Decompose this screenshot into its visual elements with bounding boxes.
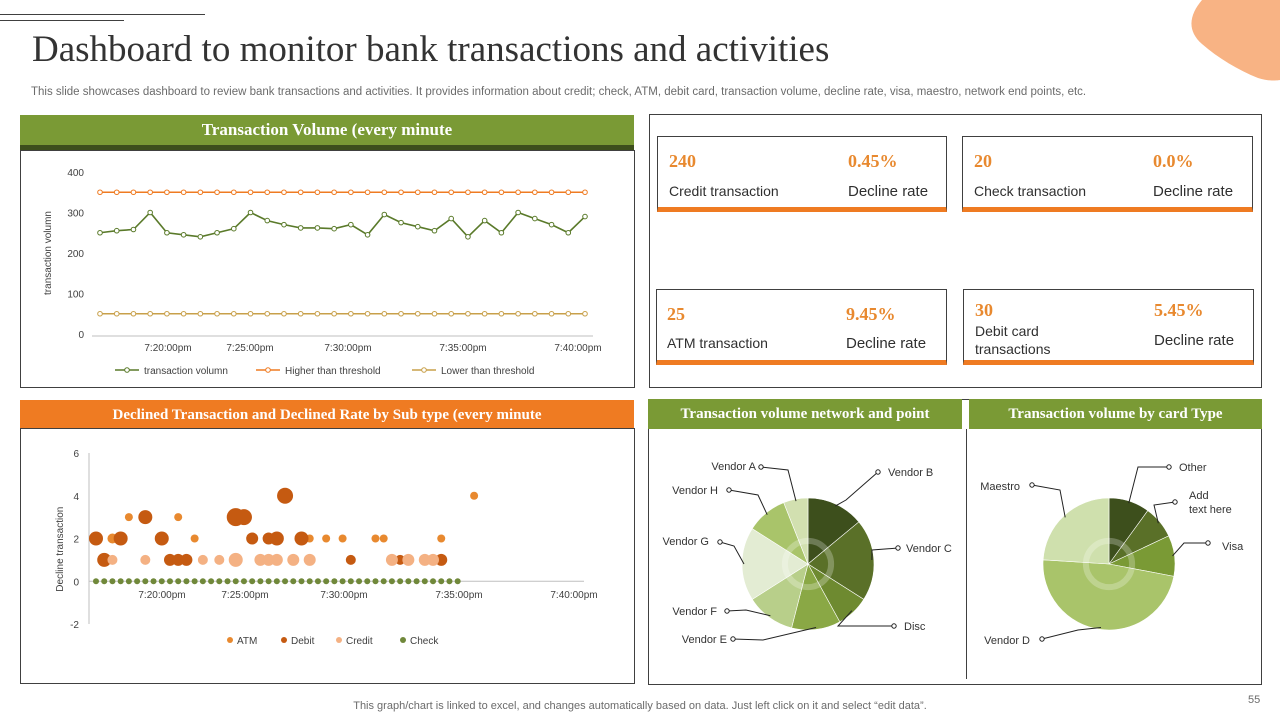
x-tick-label: 7:35:00pm: [435, 590, 483, 601]
leader-dot: [718, 540, 722, 544]
slice-label: Visa: [1222, 541, 1244, 553]
data-point: [415, 224, 420, 229]
decorative-line: [0, 20, 124, 21]
bubble-point: [414, 578, 420, 584]
x-tick-label: 7:35:00pm: [439, 343, 487, 354]
declined-panel-header: Declined Transaction and Declined Rate by Sub type (every minute: [20, 400, 634, 430]
bubble-point: [134, 578, 140, 584]
data-point: [248, 190, 253, 195]
slice-label: Add: [1189, 490, 1209, 502]
slice-label: Vendor C: [906, 543, 952, 555]
legend-label: Check: [410, 636, 439, 647]
legend-label: transaction volumn: [144, 366, 228, 377]
bubble-point: [216, 578, 222, 584]
bubble-point: [389, 578, 395, 584]
bubble-point: [271, 554, 283, 566]
bubble-point: [126, 578, 132, 584]
x-tick-label: 7:20:00pm: [138, 590, 186, 601]
bubble-point: [277, 488, 293, 504]
bubble-point: [183, 578, 189, 584]
leader-dot: [1040, 637, 1044, 641]
volume-line-chart: [20, 150, 635, 388]
bubble-point: [339, 535, 347, 543]
kpi-card-credit: [657, 136, 947, 212]
series-line: [100, 213, 585, 237]
bubble-point: [249, 578, 255, 584]
data-point: [499, 311, 504, 316]
bubble-point: [307, 578, 313, 584]
legend-marker: [281, 637, 287, 643]
bubble-point: [233, 578, 239, 584]
y-tick-label: 400: [67, 168, 84, 179]
data-point: [415, 311, 420, 316]
data-point: [315, 226, 320, 231]
data-point: [533, 216, 538, 221]
kpi-rate-label: Decline rate: [846, 335, 927, 352]
x-tick-label: 7:30:00pm: [320, 590, 368, 601]
bubble-point: [437, 535, 445, 543]
legend-marker: [227, 637, 233, 643]
bubble-point: [430, 578, 436, 584]
data-point: [399, 190, 404, 195]
y-tick-label: -2: [70, 620, 79, 631]
legend-marker: [266, 368, 271, 373]
data-point: [114, 228, 119, 233]
bubble-point: [246, 533, 258, 545]
bubble-point: [175, 578, 181, 584]
leader-line: [761, 467, 796, 501]
pie-divider: [966, 429, 967, 679]
bubble-point: [323, 578, 329, 584]
bubble-point: [125, 513, 133, 521]
bubble-point: [140, 555, 150, 565]
data-point: [231, 311, 236, 316]
data-point: [466, 235, 471, 240]
bubble-point: [304, 554, 316, 566]
bubble-point: [287, 554, 299, 566]
data-point: [549, 311, 554, 316]
bubble-point: [386, 554, 398, 566]
data-point: [349, 190, 354, 195]
data-point: [499, 190, 504, 195]
leader-line: [835, 472, 878, 506]
leader-line: [1042, 627, 1101, 639]
x-tick-label: 7:20:00pm: [144, 343, 192, 354]
data-point: [533, 311, 538, 316]
data-point: [365, 232, 370, 237]
slice-label: Maestro: [980, 481, 1020, 493]
legend-label: Debit: [291, 636, 315, 647]
kpi-rate: 9.45%: [846, 304, 896, 324]
data-point: [148, 210, 153, 215]
data-point: [332, 226, 337, 231]
bubble-point: [322, 535, 330, 543]
kpi-rate: 0.45%: [848, 151, 898, 171]
bubble-point: [151, 578, 157, 584]
data-point: [583, 214, 588, 219]
slice-label: text here: [1189, 504, 1232, 516]
data-point: [248, 311, 253, 316]
leader-dot: [1206, 541, 1210, 545]
bubble-point: [397, 578, 403, 584]
bubble-point: [295, 532, 309, 546]
data-point: [583, 190, 588, 195]
data-point: [482, 311, 487, 316]
bubble-point: [114, 532, 128, 546]
data-point: [382, 311, 387, 316]
slice-label: Vendor E: [681, 634, 727, 646]
data-point: [382, 212, 387, 217]
bubble-point: [299, 578, 305, 584]
y-axis-label: transaction volumn: [43, 211, 54, 295]
kpi-rate-label: Decline rate: [1153, 183, 1234, 200]
bubble-point: [198, 555, 208, 565]
bubble-point: [159, 578, 165, 584]
data-point: [98, 230, 103, 235]
bubble-point: [174, 513, 182, 521]
data-point: [399, 220, 404, 225]
kpi-value: 20: [974, 151, 992, 171]
legend-marker: [336, 637, 342, 643]
kpi-rate: 0.0%: [1153, 151, 1194, 171]
bubble-point: [236, 509, 252, 525]
bubble-point: [427, 554, 439, 566]
bubble-point: [266, 578, 272, 584]
data-point: [332, 190, 337, 195]
bubble-point: [93, 578, 99, 584]
bubble-point: [446, 578, 452, 584]
bubble-point: [101, 578, 107, 584]
bubble-point: [455, 578, 461, 584]
bubble-point: [364, 578, 370, 584]
network-panel-header: Transaction volume network and point: [648, 399, 962, 429]
data-point: [399, 311, 404, 316]
leader-dot: [1030, 483, 1034, 487]
data-point: [215, 311, 220, 316]
data-point: [198, 311, 203, 316]
legend-label: Lower than threshold: [441, 366, 535, 377]
data-point: [265, 190, 270, 195]
leader-line: [1129, 467, 1169, 503]
kpi-rate-label: Decline rate: [1154, 332, 1235, 349]
data-point: [382, 190, 387, 195]
bubble-point: [340, 578, 346, 584]
data-point: [131, 227, 136, 232]
leader-dot: [759, 465, 763, 469]
kpi-card-debit: [963, 289, 1254, 365]
kpi-label: Debit card transactions: [975, 323, 1051, 357]
bubble-point: [346, 555, 356, 565]
kpi-label: Check transaction: [974, 183, 1087, 199]
decorative-line: [0, 14, 205, 15]
y-tick-label: 100: [67, 289, 84, 301]
bubble-point: [180, 554, 192, 566]
data-point: [432, 190, 437, 195]
data-point: [215, 230, 220, 235]
data-point: [482, 218, 487, 223]
data-point: [231, 190, 236, 195]
leader-line: [720, 542, 744, 564]
data-point: [148, 190, 153, 195]
bubble-point: [331, 578, 337, 584]
kpi-card-atm: [656, 289, 947, 365]
bubble-point: [167, 578, 173, 584]
data-point: [114, 311, 119, 316]
legend-label: Higher than threshold: [285, 366, 381, 377]
leader-dot: [896, 546, 900, 550]
bubble-point: [200, 578, 206, 584]
y-tick-label: 2: [73, 534, 79, 546]
leader-line: [872, 548, 898, 560]
slice-label: Vendor F: [672, 606, 717, 618]
decorative-blob: [1180, 0, 1280, 84]
y-tick-label: 0: [78, 330, 84, 341]
legend-label: ATM: [237, 636, 258, 647]
bubble-point: [118, 578, 124, 584]
data-point: [231, 226, 236, 231]
data-point: [432, 311, 437, 316]
kpi-value: 25: [667, 304, 685, 324]
legend-marker: [400, 637, 406, 643]
kpi-rate-label: Decline rate: [848, 183, 929, 200]
declined-bubble-chart: [20, 428, 635, 684]
data-point: [165, 230, 170, 235]
data-point: [583, 311, 588, 316]
bubble-point: [290, 578, 296, 584]
data-point: [265, 218, 270, 223]
bubble-point: [380, 535, 388, 543]
bubble-point: [381, 578, 387, 584]
slice-label: Vendor B: [888, 467, 934, 479]
bubble-point: [422, 578, 428, 584]
leader-line: [729, 490, 767, 515]
y-tick-label: 4: [73, 491, 79, 503]
y-tick-label: 6: [73, 449, 79, 460]
bubble-point: [192, 578, 198, 584]
leader-line: [1032, 485, 1065, 517]
bubble-point: [109, 578, 115, 584]
y-axis-label: Decline transaction: [55, 506, 66, 592]
bubble-point: [138, 510, 152, 524]
data-point: [533, 190, 538, 195]
bubble-point: [241, 578, 247, 584]
bubble-point: [142, 578, 148, 584]
x-tick-label: 7:25:00pm: [221, 590, 269, 601]
data-point: [566, 311, 571, 316]
legend-marker: [125, 368, 130, 373]
page-subtitle: This slide showcases dashboard to review bank transactions and activities. It provides information about credit; check, ATM, debit card, transaction volume, decline rate, visa, maestro, network end points, etc.: [31, 86, 1087, 98]
slice-label: Vendor G: [662, 536, 709, 548]
data-point: [298, 311, 303, 316]
leader-dot: [725, 609, 729, 613]
slice-label: Vendor D: [984, 635, 1030, 647]
data-point: [298, 226, 303, 231]
legend-label: Credit: [346, 636, 373, 647]
bubble-point: [229, 553, 243, 567]
bubble-point: [191, 535, 199, 543]
x-tick-label: 7:25:00pm: [226, 343, 274, 354]
data-point: [181, 190, 186, 195]
slice-label: Vendor A: [711, 461, 756, 473]
bubble-point: [438, 578, 444, 584]
bubble-point: [348, 578, 354, 584]
x-tick-label: 7:40:00pm: [550, 590, 598, 601]
pie-slice: [1043, 498, 1109, 564]
data-point: [265, 311, 270, 316]
card-type-panel-header: Transaction volume by card Type: [969, 399, 1262, 429]
data-point: [349, 222, 354, 227]
leader-dot: [1173, 500, 1177, 504]
data-point: [466, 311, 471, 316]
bubble-point: [270, 532, 284, 546]
data-point: [114, 190, 119, 195]
leader-dot: [1167, 465, 1171, 469]
bubble-point: [405, 578, 411, 584]
bubble-point: [107, 555, 117, 565]
data-point: [499, 230, 504, 235]
leader-dot: [892, 624, 896, 628]
data-point: [165, 311, 170, 316]
leader-dot: [727, 488, 731, 492]
y-tick-label: 300: [67, 208, 84, 220]
data-point: [215, 190, 220, 195]
data-point: [315, 311, 320, 316]
data-point: [131, 190, 136, 195]
page-title: Dashboard to monitor bank transactions and activities: [32, 29, 830, 70]
data-point: [466, 190, 471, 195]
data-point: [549, 222, 554, 227]
data-point: [248, 210, 253, 215]
data-point: [98, 190, 103, 195]
slice-label: Other: [1179, 462, 1207, 474]
volume-panel-header: Transaction Volume (every minute: [20, 115, 634, 145]
data-point: [98, 311, 103, 316]
data-point: [282, 190, 287, 195]
bubble-point: [225, 578, 231, 584]
bubble-point: [402, 554, 414, 566]
kpi-label: ATM transaction: [667, 335, 768, 351]
bubble-point: [356, 578, 362, 584]
kpi-rate: 5.45%: [1154, 300, 1204, 320]
data-point: [449, 216, 454, 221]
y-tick-label: 0: [73, 577, 79, 589]
data-point: [516, 210, 521, 215]
data-point: [298, 190, 303, 195]
leader-dot: [731, 637, 735, 641]
data-point: [566, 190, 571, 195]
bubble-point: [470, 492, 478, 500]
data-point: [365, 311, 370, 316]
footnote: This graph/chart is linked to excel, and changes automatically based on data. Just left click on it and select “edit data”.: [353, 700, 927, 712]
page-number: 55: [1248, 694, 1261, 706]
leader-line: [1172, 543, 1208, 556]
bubble-point: [155, 532, 169, 546]
data-point: [482, 190, 487, 195]
data-point: [432, 228, 437, 233]
card-type-pie-chart: [968, 430, 1262, 684]
leader-line: [1154, 502, 1175, 523]
data-point: [516, 311, 521, 316]
data-point: [148, 311, 153, 316]
bubble-point: [214, 555, 224, 565]
bubble-point: [89, 532, 103, 546]
kpi-card-check: [962, 136, 1253, 212]
kpi-value: 30: [975, 300, 993, 320]
data-point: [415, 190, 420, 195]
data-point: [181, 311, 186, 316]
data-point: [165, 190, 170, 195]
bubble-point: [274, 578, 280, 584]
kpi-value: 240: [669, 151, 696, 171]
kpi-label: Credit transaction: [669, 183, 779, 199]
data-point: [449, 190, 454, 195]
leader-dot: [876, 470, 880, 474]
legend-marker: [422, 368, 427, 373]
data-point: [282, 311, 287, 316]
y-tick-label: 200: [67, 249, 84, 260]
slice-label: Disc: [904, 621, 926, 633]
data-point: [181, 232, 186, 237]
data-point: [282, 222, 287, 227]
bubble-point: [372, 578, 378, 584]
data-point: [315, 190, 320, 195]
data-point: [198, 235, 203, 240]
x-tick-label: 7:40:00pm: [554, 343, 602, 354]
x-tick-label: 7:30:00pm: [324, 343, 372, 354]
data-point: [131, 311, 136, 316]
data-point: [449, 311, 454, 316]
data-point: [566, 230, 571, 235]
data-point: [349, 311, 354, 316]
bubble-point: [371, 535, 379, 543]
bubble-point: [257, 578, 263, 584]
data-point: [549, 190, 554, 195]
data-point: [516, 190, 521, 195]
bubble-point: [315, 578, 321, 584]
slice-label: Vendor H: [672, 485, 718, 497]
bubble-point: [208, 578, 214, 584]
bubble-point: [282, 578, 288, 584]
data-point: [365, 190, 370, 195]
network-pie-chart: [648, 430, 966, 684]
data-point: [198, 190, 203, 195]
data-point: [332, 311, 337, 316]
